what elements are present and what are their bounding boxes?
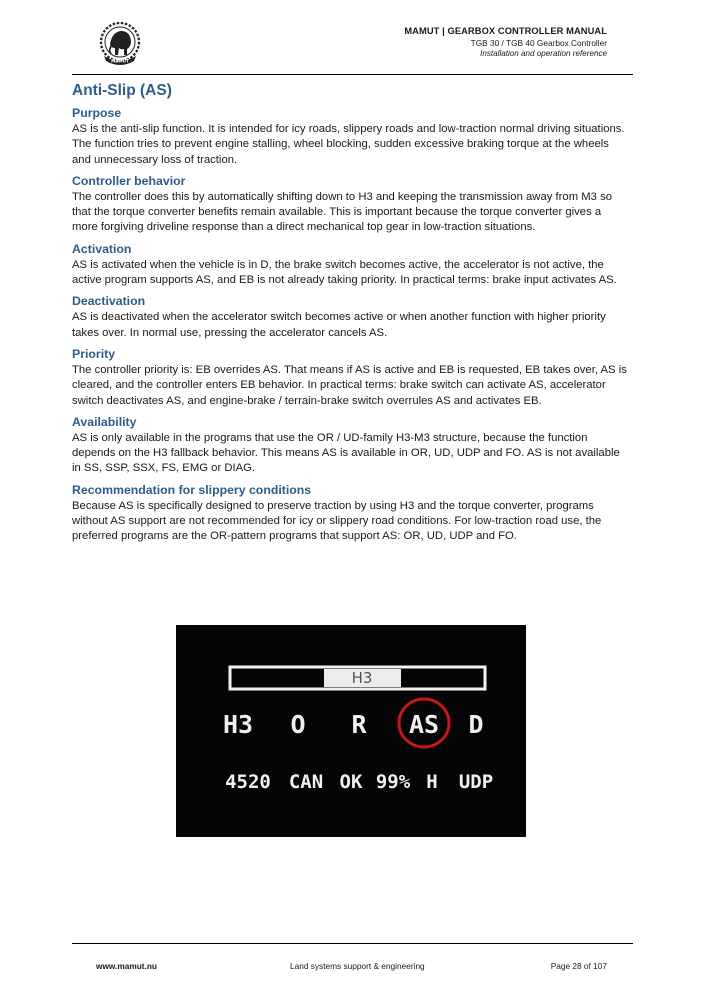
section-text-deactivation: AS is deactivated when the accelerator switch becomes active or when another function with higher priority takes over. In normal use, pressing the accelerator cancels AS. bbox=[72, 311, 606, 339]
footer-page-number: Page 28 of 107 bbox=[550, 961, 607, 971]
display-gear-d: D bbox=[468, 710, 484, 739]
display-program: UDP bbox=[458, 771, 494, 793]
manual-subtitle-italic: Installation and operation reference bbox=[480, 49, 607, 58]
section-heading-priority: Priority bbox=[72, 346, 116, 361]
section-text-controller-behavior: The controller does this by automatically shifting down to H3 and keeping the transmission away from M3 so that the torque converter benefits remain available. This is important because the torque converter gives a more forgiving driveline response than a direct mechanical top gear in low-traction situations. bbox=[72, 190, 613, 234]
controller-display-photo bbox=[176, 625, 526, 837]
display-mode-h: H bbox=[426, 771, 438, 793]
page-content bbox=[72, 82, 630, 551]
section-heading-controller-behavior: Controller behavior bbox=[72, 173, 186, 188]
display-function-as: AS bbox=[408, 710, 440, 739]
page-title: Anti-Slip (AS) bbox=[72, 82, 172, 99]
mamut-logo-icon bbox=[94, 20, 146, 68]
display-percent: 99% bbox=[375, 771, 411, 793]
section-heading-recommendation: Recommendation for slippery conditions bbox=[72, 482, 312, 497]
section-heading-deactivation: Deactivation bbox=[72, 294, 146, 309]
page-footer bbox=[72, 943, 633, 974]
section-text-priority: The controller priority is: EB overrides AS. That means if AS is active and EB is requested, EB takes over, AS is cleared, and the controller enters EB behavior. In practical terms: brake switch can activate AS, accelerator switch deactivates AS, and engine-brake / terrain-brake switch overrules AS and activates EB. bbox=[72, 363, 627, 407]
footer-website: www.mamut.nu bbox=[96, 961, 157, 971]
section-text-activation: AS is activated when the vehicle is in D, the brake switch becomes active, the accelerator is not active, the active program supports AS, and EB is not already taking priority. In practical terms: brake input activates AS. bbox=[72, 258, 617, 287]
display-gear-h3: H3 bbox=[222, 710, 254, 739]
footer-tagline: Land systems support & engineering bbox=[290, 961, 425, 971]
section-heading-purpose: Purpose bbox=[72, 106, 122, 120]
gear-bar-label: H3 bbox=[351, 669, 373, 687]
section-heading-activation: Activation bbox=[72, 241, 132, 256]
manual-subtitle: TGB 30 / TGB 40 Gearbox Controller bbox=[470, 38, 607, 48]
display-rpm: 4520 bbox=[225, 771, 271, 793]
svg-text:MAMUT: MAMUT bbox=[111, 58, 129, 64]
section-text-recommendation: Because AS is specifically designed to preserve traction by using H3 and the torque converter, programs without AS support are not recommended for icy or slippery road conditions. For low-traction road use, the preferred programs are the OR-pattern programs that support AS: OR, UD, UDP and FO. bbox=[72, 499, 602, 543]
display-status-ok: OK bbox=[339, 771, 363, 793]
display-gear-r: R bbox=[351, 710, 367, 739]
section-heading-availability: Availability bbox=[72, 414, 137, 429]
page-header bbox=[72, 18, 633, 75]
section-text-availability: AS is only available in the programs that use the OR / UD-family H3-M3 structure, because the function depends on the H3 fallback behavior. This means AS is available in OR, UD, UDP and FO. AS is not available in SS, SSP, SSX, FS, EMG or DIAG. bbox=[72, 431, 620, 475]
display-can: CAN bbox=[288, 771, 324, 793]
manual-title: MAMUT | GEARBOX CONTROLLER MANUAL bbox=[404, 26, 607, 36]
controller-display-screen bbox=[176, 625, 526, 837]
display-gear-o: O bbox=[290, 710, 306, 739]
section-text-purpose: AS is the anti-slip function. It is intended for icy roads, slippery roads and low-traction normal driving situations. The function tries to prevent engine stalling, wheel blocking, sudden excessive braking torque at the wheels and unnecessary loss of traction. bbox=[72, 123, 625, 166]
